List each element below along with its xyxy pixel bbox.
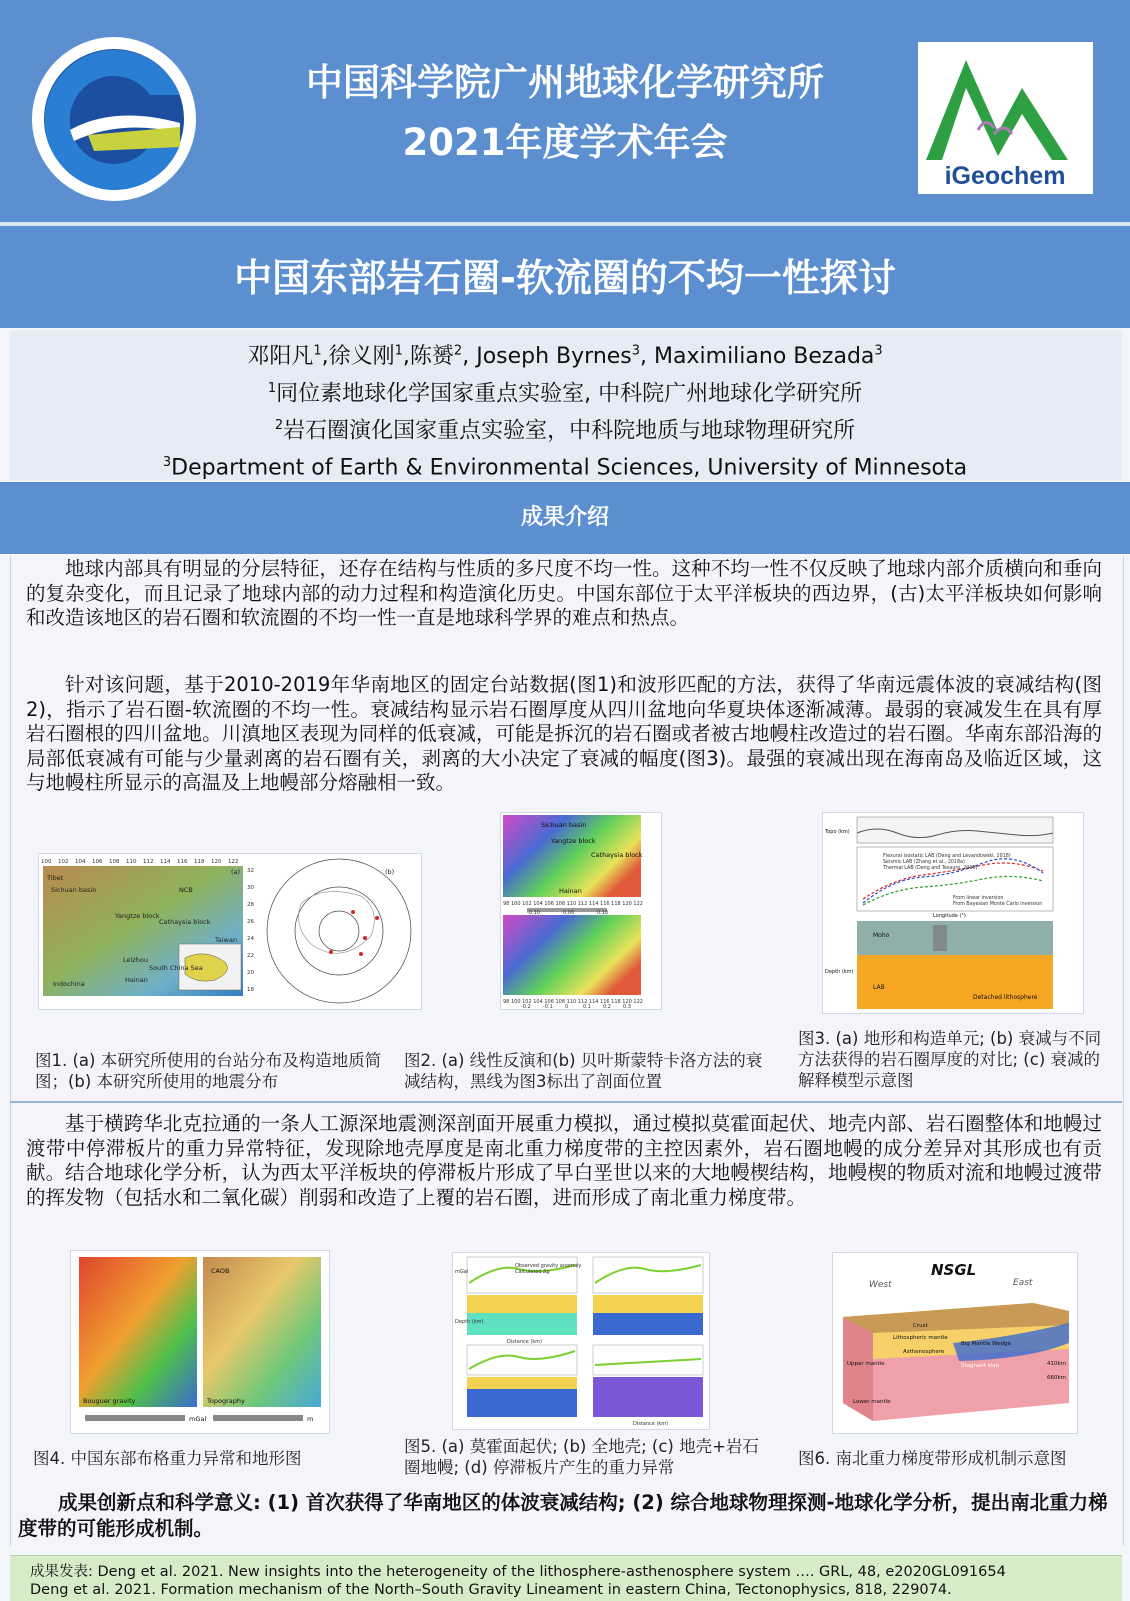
map-label: Sichuan basin [541, 821, 587, 829]
axis-tick: 122 [228, 859, 239, 865]
igeochem-logo-text: iGeochem [944, 162, 1066, 190]
axis-label: Depth (km) [825, 969, 854, 975]
figure-4 [70, 1250, 330, 1434]
paragraph-gravity: 基于横跨华北克拉通的一条人工源深地震测深剖面开展重力模拟，通过模拟莫霍面起伏、地壳内部、岩石圈整体和地幔过渡带中停滞板片的重力异常特征，发现除地壳厚度是南北重力梯度带的主控因素外，岩石圈地幔的成分差异对其形成也有贡献。结合地球化学分析，认为西太平洋板块的停滞板片形成了早白垩世以来的大地幔楔结构，地幔楔的物质对流和地幔过渡带的挥发物（包括水和二氧化碳）削弱和改造了上覆的岩石圈，进而形成了南北重力梯度带。 [26, 1112, 1102, 1209]
axis-tick: 18 [247, 987, 254, 993]
colorbar-tick: -0.2 [521, 1004, 531, 1009]
model-label: Detached lithosphere [973, 994, 1038, 1001]
publication-1: 成果发表: Deng et al. 2021. New insights into the heterogeneity of the lithosphere-asthenosphere system …. GRL, 48, e2020GL091654 [30, 1564, 1006, 1580]
figure-2 [500, 812, 662, 1010]
author: Maximiliano Bezada$^3$ [654, 344, 883, 370]
model-label: LAB [873, 984, 885, 991]
unit-label: m [307, 1415, 314, 1423]
figure-6-caption: 图6. 南北重力梯度带形成机制示意图 [798, 1449, 1067, 1468]
axis-ticks: 98 100 102 104 106 108 110 112 114 116 118 120 122 [503, 901, 643, 907]
axis-tick: 30 [247, 885, 254, 891]
axis-label: Distance (km) [633, 1421, 669, 1427]
affiliation-3: $^3$Department of Earth & Environmental Sciences, University of Minnesota [162, 455, 968, 481]
colorbar-tick: -0.10 [527, 910, 540, 916]
axis-tick: 26 [247, 919, 254, 925]
map-label: Hainan [559, 887, 582, 895]
map-label: Hainan [125, 976, 148, 984]
axis-tick: 110 [126, 859, 137, 865]
layer-label: Lower mantle [853, 1399, 891, 1405]
colorbar-tick: 0.1 [583, 1004, 591, 1009]
axis-tick: 32 [247, 868, 254, 874]
poster-title: 中国东部岩石圈-软流圈的不均一性探讨 [234, 256, 896, 300]
conclusion: 成果创新点和科学意义: (1) 首次获得了华南地区的体波衰减结构; (2) 综合地球物理探测-地球化学分析，提出南北重力梯度带的可能形成机制。 [18, 1491, 1108, 1540]
affiliation-2: $^2$岩石圈演化国家重点实验室，中科院地质与地球物理研究所 [274, 418, 856, 444]
axis-tick: 104 [75, 859, 86, 865]
legend-item: Calculated Δg [515, 1269, 550, 1275]
axis-label: Topo (km) [825, 829, 850, 835]
earthquake-distribution [267, 859, 411, 1003]
colorbar-tick: 0.00 [563, 910, 575, 916]
axis-label: mGal [455, 1269, 469, 1275]
figure-2-caption: 图2. (a) 线性反演和(b) 贝叶斯蒙特卡洛方法的衰减结构，黑线为图3标出了剖面位置 [404, 1051, 763, 1091]
institute-name: 中国科学院广州地球化学研究所 [306, 61, 824, 104]
axis-tick: 22 [247, 953, 254, 959]
figure-5 [452, 1252, 710, 1430]
paragraph-intro: 地球内部具有明显的分层特征，还存在结构与性质的多尺度不均一性。这种不均一性不仅反映了地球内部介质横向和垂向的复杂变化，而且记录了地球内部的动力过程和构造演化历史。中国东部位于太平洋板块的西边界，(古)太平洋板块如何影响和改造该地区的岩石圈和软流圈的不均一性一直是地球科学界的难点和热点。 [26, 557, 1102, 630]
legend-item: Observed gravity anomaly [515, 1263, 582, 1269]
axis-label: Depth (km) [455, 1319, 484, 1325]
author: 邓阳凡$^1$, [247, 344, 329, 370]
colorbar-tick: 0.2 [603, 1004, 611, 1009]
paragraph-attenuation: 针对该问题，基于2010-2019年华南地区的固定台站数据(图1)和波形匹配的方法，获得了华南远震体波的衰减结构(图2)，指示了岩石圈-软流圈的不均一性。衰减结构显示岩石圈厚度从四川盆地向华夏块体逐渐减薄。最弱的衰减发生在具有厚岩石圈根的四川盆地。川滇地区表现为同样的低衰减，可能是拆沉的岩石圈或者被古地幔柱改造过的岩石圈。华南东部沿海的局部低衰减有可能与少量剥离的岩石圈有关，剥离的大小决定了衰减的幅度(图3)。最强的衰减出现在海南岛及临近区域，这与地幔柱所显示的高温及上地幔部分熔融相一致。 [26, 673, 1102, 795]
publication-2: Deng et al. 2021. Formation mechanism of the North–South Gravity Lineament in eastern China, Tectonophysics, 818, 229074. [30, 1582, 952, 1598]
colorbar-tick: 0.3 [623, 1004, 631, 1009]
layer-label: Asthenosphere [903, 1349, 945, 1355]
panel-label: (a) [231, 868, 241, 876]
axis-tick: 108 [109, 859, 120, 865]
affiliation-1: $^1$同位素地球化学国家重点实验室, 中科院广州地球化学研究所 [267, 381, 863, 407]
map-label: NCB [179, 886, 193, 894]
section-title: 成果介绍 [520, 505, 609, 530]
map-label: Leizhou [123, 956, 148, 964]
gigcas-logo-text: GIGCAS [90, 102, 150, 119]
legend-item: Thermal LAB (Deng and Tesauro, 2016) [883, 866, 978, 871]
colorbar-tick: 0.10 [597, 910, 609, 916]
depth-label: 660km [1047, 1375, 1067, 1381]
depth-label: 410km [1047, 1361, 1067, 1367]
axis-tick: 100 [41, 859, 52, 865]
bouguer-gravity-map [79, 1257, 197, 1407]
colorbar-tick: 0 [565, 1004, 569, 1009]
axis-tick: 114 [160, 859, 171, 865]
map-label: South China Sea [149, 964, 203, 972]
legend-item: Flexural isostatic LAB (Deng and Levandowski, 2018) [883, 854, 1011, 859]
figure-6 [832, 1252, 1078, 1434]
author-list [0, 334, 1130, 375]
gravity-profiles [467, 1257, 703, 1417]
model-label: Moho [873, 932, 890, 939]
figure-3 [822, 812, 1084, 1014]
meeting-name: 2021年度学术年会 [402, 121, 728, 164]
figure-1 [38, 853, 422, 1010]
panel-label: (b) [385, 868, 395, 876]
figure-3-caption: 图3. (a) 地形和构造单元; (b) 衰减与不同方法获得的岩石圈厚度的对比; (c) 衰减的解释模型示意图 [798, 1029, 1102, 1090]
map-label: Yangtze block [115, 912, 160, 920]
nsgl-label: NSGL [931, 1261, 977, 1279]
axis-tick: 20 [247, 970, 254, 976]
axis-label: Longitude (°) [933, 913, 966, 919]
axis-ticks: 98 100 102 104 106 108 110 112 114 116 118 120 122 [503, 999, 643, 1005]
legend-item: From linear inversion [953, 896, 1004, 901]
author: 陈赟$^2$, [409, 344, 477, 370]
bayesian-inversion-map [503, 915, 641, 995]
topography-colorbar [213, 1415, 303, 1421]
map-label: Cathaysia block [591, 851, 643, 859]
map-label: Topography [207, 1397, 245, 1405]
layer-label: Stagnant slab [961, 1363, 1000, 1369]
axis-tick: 116 [177, 859, 188, 865]
layer-label: Upper mantle [847, 1361, 885, 1367]
map-label: Tibet [47, 874, 64, 882]
section-divider [10, 1101, 1122, 1103]
gravity-colorbar [85, 1415, 185, 1421]
map-label: Sichuan basin [51, 886, 97, 894]
figure-5-caption: 图5. (a) 莫霍面起伏; (b) 全地壳; (c) 地壳+岩石圈地幔; (d) 停滞板片产生的重力异常 [404, 1437, 759, 1477]
axis-tick: 24 [247, 936, 254, 942]
igeochem-logo [918, 42, 1093, 194]
author: 徐义刚$^1$, [328, 344, 410, 370]
legend-item: From Bayesian Monte Carlo inversion [953, 902, 1043, 907]
topography-map [203, 1257, 321, 1407]
publications-label: 成果发表: [30, 1564, 98, 1580]
layer-label: Crust [913, 1323, 928, 1329]
map-label: Bouguer gravity [83, 1397, 136, 1405]
map-label: Yangtze block [551, 837, 596, 845]
axis-tick: 120 [211, 859, 222, 865]
map-label: CAOB [211, 1267, 230, 1275]
direction-label: East [1013, 1278, 1033, 1288]
header-title [230, 55, 900, 171]
axis-tick: 102 [58, 859, 69, 865]
map-label: Cathaysia block [159, 918, 211, 926]
axis-label: Distance (km) [507, 1339, 543, 1345]
axis-tick: 118 [194, 859, 205, 865]
gigcas-logo [30, 35, 198, 203]
legend-item: Seismic LAB (Zhang et al., 2018a) [883, 860, 965, 865]
author: Joseph Byrnes$^3$, [476, 344, 655, 370]
axis-tick: 112 [143, 859, 154, 865]
map-label: Taiwan [215, 936, 238, 944]
layer-label: Big Mantle Wedge [961, 1341, 1011, 1347]
direction-label: West [869, 1280, 892, 1290]
axis-tick: 28 [247, 902, 254, 908]
unit-label: mGal [189, 1415, 207, 1423]
axis-tick: 106 [92, 859, 103, 865]
figure-1-caption: 图1. (a) 本研究所使用的台站分布及构造地质简图；(b) 本研究所使用的地震分布 [35, 1051, 382, 1091]
figure-4-caption: 图4. 中国东部布格重力异常和地形图 [33, 1449, 302, 1468]
layer-label: Lithospheric mantle [893, 1335, 948, 1341]
map-label: Indochina [53, 980, 85, 988]
colorbar-tick: -0.1 [543, 1004, 553, 1009]
